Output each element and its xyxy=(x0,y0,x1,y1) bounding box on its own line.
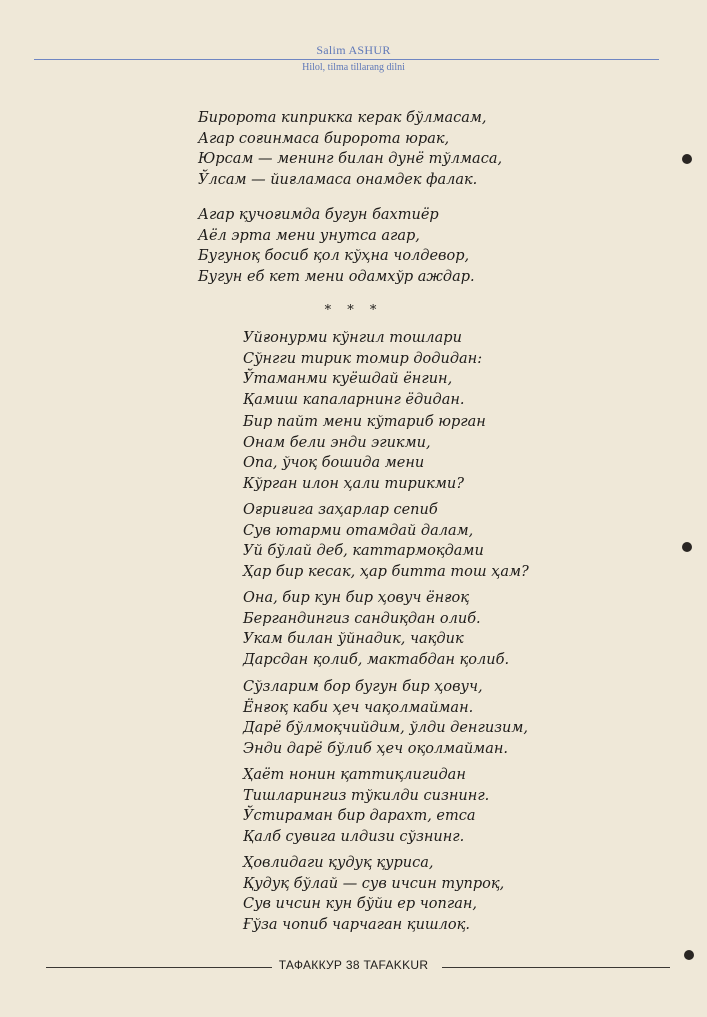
header-subtitle: Hilol, tilma tillarang dilni xyxy=(302,62,405,73)
poem-line: Ўстираман бир дарахт, етса xyxy=(243,808,476,824)
poem-line: Сўзларим бор бугун бир ҳовуч, xyxy=(243,679,483,695)
poem-line: Қудуқ бўлай — сув ичсин тупроқ, xyxy=(243,875,505,892)
poem-line: Укам билан ўйнадик, чақдик xyxy=(243,631,464,647)
footer-divider-right xyxy=(442,967,670,968)
header-divider xyxy=(34,59,659,60)
punch-hole-icon xyxy=(682,154,692,164)
poem-line: Юрсам — менинг билан дунё тўлмаса, xyxy=(198,151,503,167)
footer-page-label: ТАФАККУР 38 TAFAKKUR xyxy=(278,958,429,972)
stanza-5 xyxy=(243,500,529,582)
poem-line: Қамиш капаларнинг ёдидан. xyxy=(243,391,465,408)
poem-line: Бергандингиз сандиқдан олиб. xyxy=(243,610,481,627)
poem-line: Сув ютарми отамдай далам, xyxy=(243,522,474,539)
poem-line: Она, бир кун бир ҳовуч ёнғоқ xyxy=(243,590,469,606)
poem-line: Агар соғинмаса биророта юрак, xyxy=(198,130,450,147)
poem-line: Оғриғига заҳарлар сепиб xyxy=(243,502,438,518)
poem-line: Ўлсам — йиғламаса онамдек фалак. xyxy=(198,171,478,188)
poem-line: Бир пайт мени кўтариб юрган xyxy=(243,414,486,430)
poem-line: Опа, ўчоқ бошида мени xyxy=(243,455,425,471)
poem-line: Ҳовлидаги қудуқ қуриса, xyxy=(243,855,434,871)
poem-line: Агар қучоғимда бугун бахтиёр xyxy=(198,207,439,223)
poem-line: Кўрган илон ҳали тирикми? xyxy=(243,475,464,492)
poem-line: Сув ичсин кун бўйи ер чопган, xyxy=(243,896,478,912)
poem-line: Ҳаёт нонин қаттиқлигидан xyxy=(243,767,466,783)
poem-line: Ёнғоқ каби ҳеч чақолмайман. xyxy=(243,699,474,716)
poem-line: Бугун еб кет мени одамхўр аждар. xyxy=(198,268,475,285)
stanza-4 xyxy=(243,412,486,494)
stanza-9 xyxy=(243,853,504,935)
poem-line: Уйғонурми кўнгил тошлари xyxy=(243,330,462,346)
poem-line: Аёл эрта мени унутса агар, xyxy=(198,227,420,244)
poem-line: Биророта киприкка керак бўлмасам, xyxy=(198,110,487,126)
stanza-1 xyxy=(198,108,502,190)
poem-line: Ўтаманми куёшдай ёнгин, xyxy=(243,371,453,387)
punch-hole-icon xyxy=(684,950,694,960)
poem-line: Ҳар бир кесак, ҳар битта тош ҳам? xyxy=(243,563,529,580)
stanza-2 xyxy=(198,205,475,287)
poem-line: Дарсдан қолиб, мактабдан қолиб. xyxy=(243,651,510,668)
poem-line: Энди дарё бўлиб ҳеч оқолмайман. xyxy=(243,740,509,757)
stanza-6 xyxy=(243,588,509,670)
poem-line: Сўнгги тирик томир додидан: xyxy=(243,350,483,367)
stanza-8 xyxy=(243,765,489,847)
header-author: Salim ASHUR xyxy=(316,43,391,57)
poem-line: Тишларингиз тўкилди сизнинг. xyxy=(243,787,490,804)
stanza-7 xyxy=(243,677,528,759)
poem-line: Қалб сувига илдизи сўзнинг. xyxy=(243,828,465,845)
section-separator: * * * xyxy=(324,303,383,318)
poem-line: Дарё бўлмоқчийдим, ўлди денгизим, xyxy=(243,720,529,736)
poem-line: Ғўза чопиб чарчаган қишлоқ. xyxy=(243,916,470,933)
punch-hole-icon xyxy=(682,542,692,552)
stanza-3 xyxy=(243,328,482,410)
poem-line: Уй бўлай деб, каттармоқдами xyxy=(243,543,484,559)
poem-line: Онам бели энди эгикми, xyxy=(243,434,431,451)
poem-line: Бугуноқ босиб қол кўҳна чолдевор, xyxy=(198,248,470,264)
